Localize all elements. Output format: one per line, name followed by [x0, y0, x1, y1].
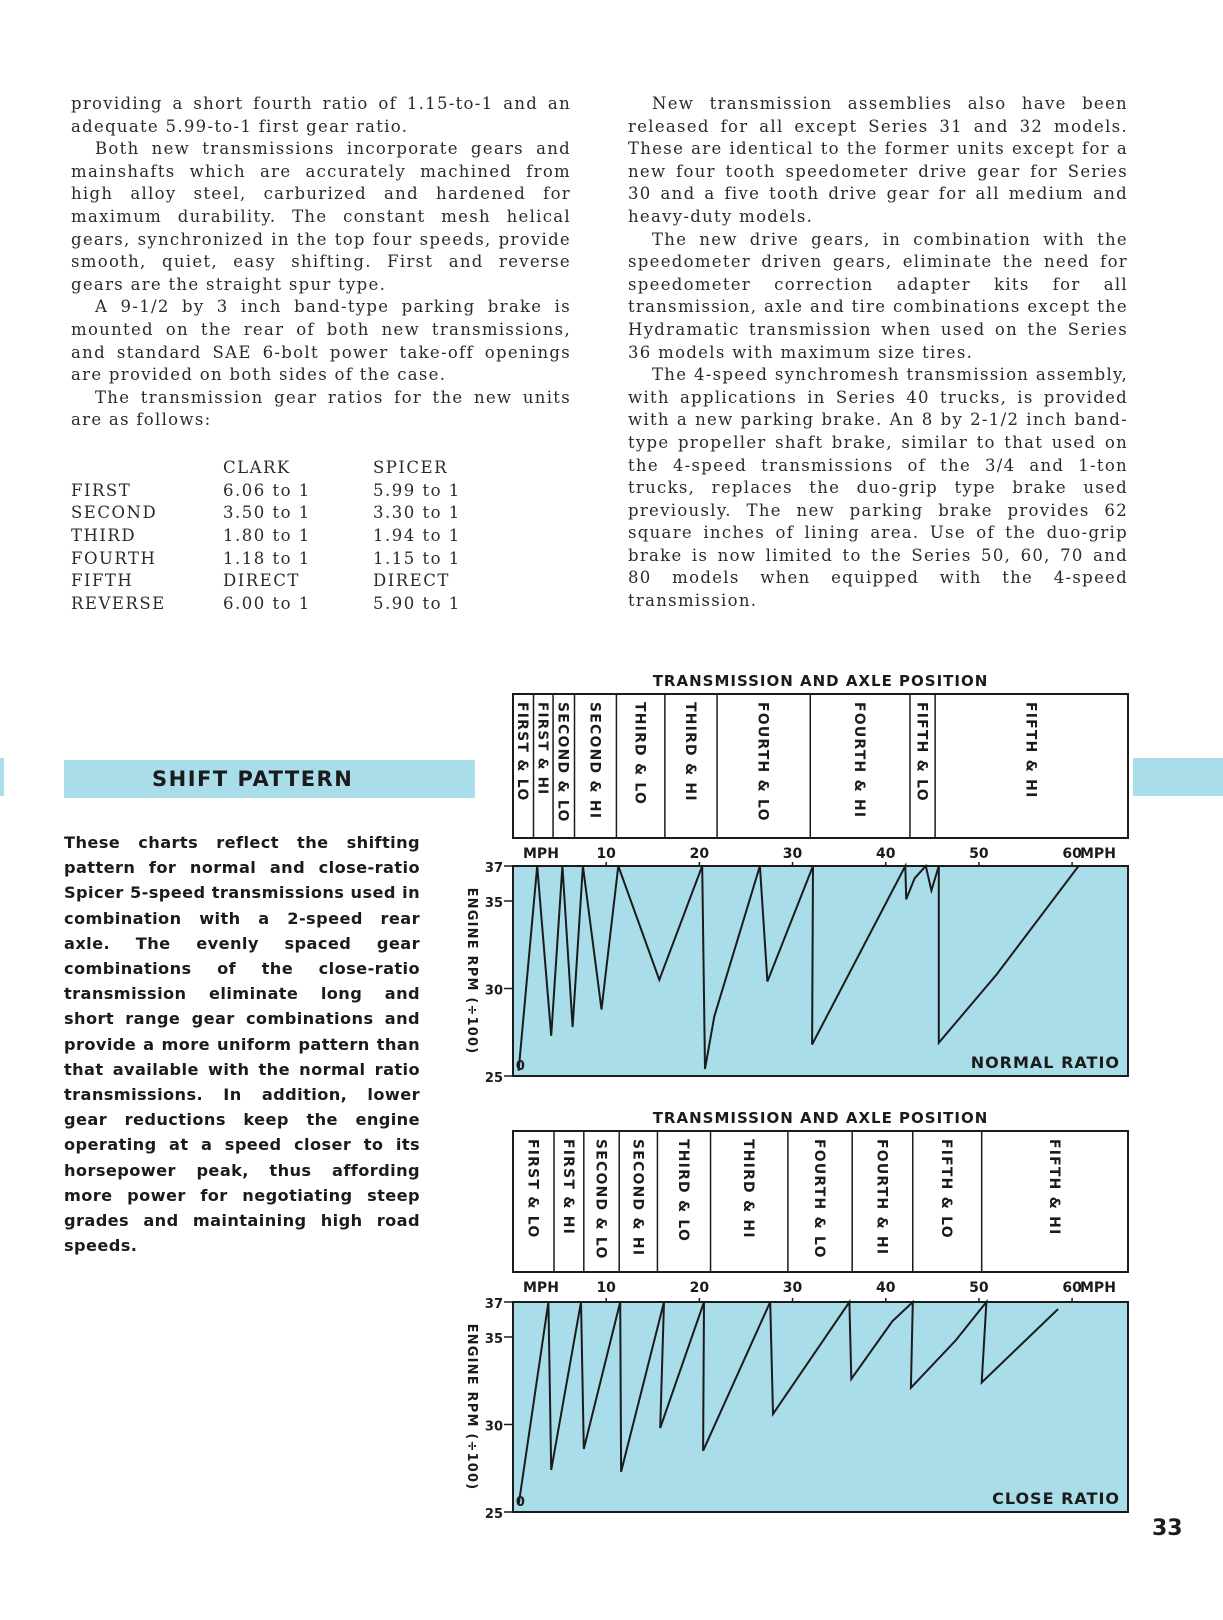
x-axis-label: MPH — [523, 846, 559, 862]
gear-position-label: THIRD & LO — [631, 702, 648, 806]
spicer-ratio: 5.99 to 1 — [373, 480, 461, 500]
gear-position-label: THIRD & HI — [740, 1139, 757, 1239]
gear-position-label: SECOND & LO — [592, 1139, 609, 1260]
x-tick-label: 50 — [969, 1280, 989, 1296]
gear-position-label: SECOND & LO — [554, 702, 571, 823]
y-axis-title: ENGINE RPM (÷100) — [464, 1323, 479, 1491]
spicer-ratio: 3.30 to 1 — [373, 503, 461, 523]
y-tick-label: 25 — [484, 1071, 503, 1086]
gear-position-label: FIFTH & LO — [938, 1139, 955, 1239]
gear-position-label: FOURTH & HI — [873, 1139, 890, 1256]
ratio-label: NORMAL RATIO — [970, 1053, 1120, 1072]
plot-area — [513, 1302, 1128, 1512]
table-header-spicer: SPICER — [373, 457, 449, 477]
gear-name: FOURTH — [71, 548, 157, 568]
spicer-ratio: 1.15 to 1 — [373, 548, 461, 568]
paragraph: A 9-1/2 by 3 inch band-type parking brake is mounted on the rear of both new transmissions, and standard SAE 6-bolt power take-off openings are provided on both sides of the case. — [71, 297, 571, 385]
gear-name: THIRD — [71, 525, 137, 545]
y-tick-label: 30 — [484, 983, 503, 999]
x-axis-label: MPH — [1080, 846, 1116, 862]
clark-ratio: 3.50 to 1 — [223, 503, 311, 523]
shift-chart-1 — [464, 672, 1128, 1086]
x-tick-label: 60 — [1062, 846, 1082, 862]
x-tick-label: 50 — [969, 846, 989, 862]
y-tick-label: 37 — [484, 1297, 503, 1312]
x-tick-label: 30 — [782, 846, 803, 862]
gear-position-label: SECOND & HI — [586, 702, 603, 820]
y-axis-title: ENGINE RPM (÷100) — [464, 887, 479, 1055]
gear-name: REVERSE — [71, 593, 166, 613]
origin-label: 0 — [515, 1495, 525, 1510]
gear-name: FIFTH — [71, 571, 134, 591]
clark-ratio: 1.18 to 1 — [223, 548, 311, 568]
gear-name: FIRST — [71, 480, 132, 500]
spicer-ratio: DIRECT — [373, 571, 450, 591]
gear-position-label: THIRD & HI — [681, 702, 698, 802]
gear-position-label: FIRST & HI — [534, 702, 551, 796]
y-tick-label: 35 — [484, 1332, 503, 1347]
x-tick-label: 10 — [596, 846, 616, 862]
y-tick-label: 35 — [484, 896, 503, 911]
x-tick-label: 20 — [689, 1280, 710, 1296]
x-tick-label: 30 — [782, 1280, 803, 1296]
gear-position-label: FIFTH & HI — [1022, 702, 1039, 799]
x-axis-label: MPH — [523, 1280, 559, 1296]
spicer-ratio: 5.90 to 1 — [373, 593, 461, 613]
section-title: SHIFT PATTERN — [64, 760, 475, 798]
x-tick-label: 20 — [689, 846, 710, 862]
gear-position-label: FIRST & LO — [514, 702, 531, 802]
x-tick-label: 40 — [875, 1280, 896, 1296]
paragraph: New transmission assemblies also have been released for all except Series 31 and 32 models. These are identical to the former units except for a new four tooth speedometer drive gear for Series 30 and a five tooth drive gear for all medium and heavy-duty models. — [628, 94, 1128, 226]
gear-name: SECOND — [71, 503, 158, 523]
chart-title: TRANSMISSION AND AXLE POSITION — [652, 672, 989, 690]
clark-ratio: 6.06 to 1 — [223, 480, 311, 500]
ratio-label: CLOSE RATIO — [992, 1489, 1120, 1508]
gear-position-label: FIFTH & HI — [1045, 1139, 1062, 1236]
x-tick-label: 60 — [1062, 1280, 1082, 1296]
gear-position-label: THIRD & LO — [674, 1139, 691, 1243]
origin-label: 0 — [515, 1059, 525, 1074]
x-tick-label: 40 — [875, 846, 896, 862]
paragraph: Both new transmissions incorporate gears and mainshafts which are accurately machined from high alloy steel, carburized and hardened for maximum durability. The constant mesh helical gears, synchronized in the top four speeds, provide smooth, quiet, easy shifting. First and reverse gears are the straight spur type. — [71, 139, 571, 294]
page-number: 33 — [1152, 1516, 1183, 1541]
gear-position-label: FIFTH & LO — [913, 702, 930, 802]
clark-ratio: 1.80 to 1 — [223, 525, 311, 545]
y-tick-label: 30 — [484, 1419, 503, 1435]
table-header-clark: CLARK — [223, 457, 291, 477]
gear-position-label: FOURTH & LO — [754, 702, 771, 822]
gear-position-label: FOURTH & LO — [810, 1139, 827, 1259]
y-tick-label: 37 — [484, 861, 503, 876]
x-tick-label: 10 — [596, 1280, 616, 1296]
chart-title: TRANSMISSION AND AXLE POSITION — [652, 1109, 989, 1127]
shift-pattern-description: These charts reflect the shifting pattern for normal and close-ratio Spicer 5-speed transmissions used in combination with a 2-speed rear axle. The evenly spaced gear combinations of the close-ratio transmission eliminate long and short range gear combinations and provide a more uniform pattern than that available with the normal ratio transmissions. In addition, lower gear reductions keep the engine operating at a speed closer to its horsepower peak, thus affording more power for negotiating steep grades and maintaining high road speeds. — [64, 833, 420, 1256]
paragraph: providing a short fourth ratio of 1.15-to-1 and an adequate 5.99-to-1 first gear ratio. — [71, 94, 571, 136]
gear-position-label: SECOND & HI — [629, 1139, 646, 1257]
y-tick-label: 25 — [484, 1507, 503, 1522]
paragraph: The 4-speed synchromesh transmission assembly, with applications in Series 40 trucks, is provided with a new parking brake. An 8 by 2-1/2 inch band-type propeller shaft brake, similar to that used on the 4-speed transmissions of the 3/4 and 1-ton trucks, replaces the duo-grip type brake used previously. The new parking brake provides 62 square inches of lining area. Use of the duo-grip brake is now limited to the Series 50, 60, 70 and 80 models when equipped with the 4-speed transmission. — [628, 365, 1128, 611]
shift-chart-2 — [464, 1109, 1128, 1522]
clark-ratio: 6.00 to 1 — [223, 593, 311, 613]
gear-position-label: FOURTH & HI — [851, 702, 868, 819]
paragraph: The transmission gear ratios for the new units are as follows: — [71, 387, 571, 430]
x-axis-label: MPH — [1080, 1280, 1116, 1296]
gear-position-label: FIRST & HI — [559, 1139, 576, 1236]
spicer-ratio: 1.94 to 1 — [373, 525, 461, 545]
paragraph: The new drive gears, in combination with the speedometer driven gears, eliminate the need for speedometer correction adapter kits for all transmission, axle and tire combinations except the Hydramatic transmission when used on the Series 36 models with maximum size tires. — [628, 229, 1128, 362]
clark-ratio: DIRECT — [223, 571, 300, 591]
gear-position-label: FIRST & LO — [524, 1139, 541, 1239]
